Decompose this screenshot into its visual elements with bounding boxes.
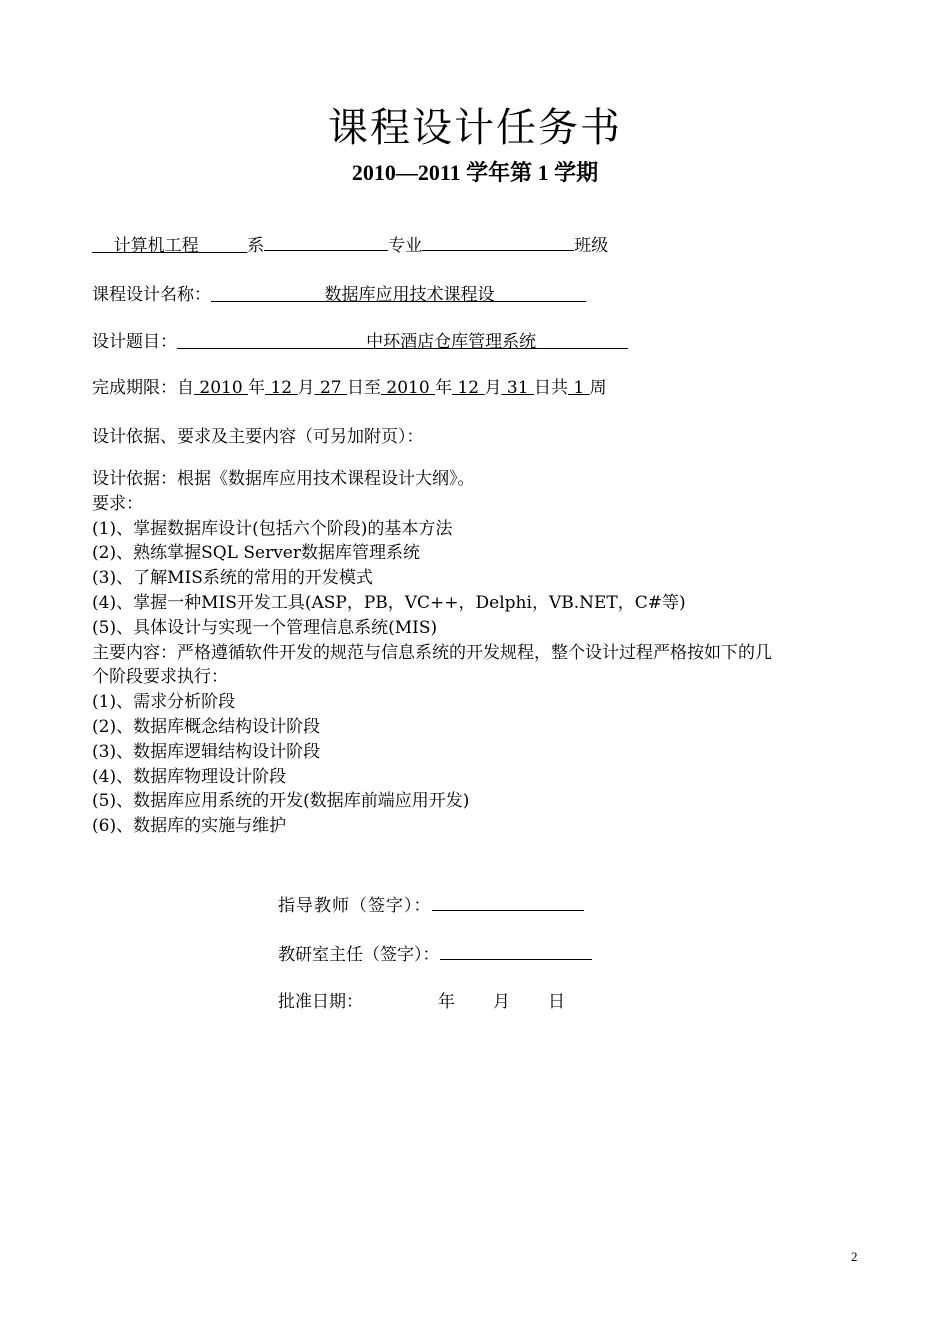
requirement-item: (1)、掌握数据库设计(包括六个阶段)的基本方法 xyxy=(92,518,453,539)
start-year: 2010 xyxy=(199,378,243,398)
major-label: 专业 xyxy=(388,236,423,256)
week-label: 周 xyxy=(589,378,607,398)
department-label: 系 xyxy=(247,236,265,256)
end-day: 31 xyxy=(506,378,529,398)
director-signature-blank xyxy=(440,943,592,960)
course-name-label: 课程设计名称： xyxy=(92,285,211,305)
design-topic-line xyxy=(92,327,628,352)
requirement-item: (5)、具体设计与实现一个管理信息系统(MIS) xyxy=(92,617,438,638)
department-field xyxy=(92,236,247,256)
advisor-signature-label: 指导教师（签字）： xyxy=(278,896,432,916)
director-signature-label: 教研室主任（签字）： xyxy=(278,945,440,965)
semester-subtitle: 2010—2011 学年第 1 学期 xyxy=(351,160,599,185)
stage-item: (6)、数据库的实施与维护 xyxy=(92,816,287,837)
start-month: 12 xyxy=(270,378,293,398)
completion-period-line xyxy=(92,373,607,398)
design-topic-value: 中环酒店仓库管理系统 xyxy=(366,332,537,352)
requirement-item: (3)、了解MIS系统的常用的开发模式 xyxy=(92,568,373,589)
department-value: 计算机工程 xyxy=(113,236,199,256)
start-day: 27 xyxy=(319,378,342,398)
stage-item: (5)、数据库应用系统的开发(数据库前端应用开发) xyxy=(92,791,470,812)
weeks-value: 1 xyxy=(573,378,585,398)
stage-item: (3)、数据库逻辑结构设计阶段 xyxy=(92,741,321,762)
course-name-field xyxy=(211,285,586,305)
stage-item: (2)、数据库概念结构设计阶段 xyxy=(92,716,321,737)
course-name-line xyxy=(92,280,586,305)
approval-date-line xyxy=(278,987,565,1012)
approval-date-label: 批准日期： xyxy=(278,992,363,1012)
stage-item: (4)、数据库物理设计阶段 xyxy=(92,766,287,787)
basis-text: 设计依据：根据《数据库应用技术课程设计大纲》。 xyxy=(92,469,475,489)
approval-year-label: 年 xyxy=(438,992,455,1012)
main-content-line2: 个阶段要求执行： xyxy=(92,667,228,688)
design-topic-field xyxy=(177,332,628,352)
body-content xyxy=(92,467,872,839)
requirements-label: 要求： xyxy=(92,493,143,514)
month-label-2: 月 xyxy=(484,378,502,398)
advisor-signature-blank xyxy=(432,894,584,911)
document-title: 课程设计任务书 xyxy=(328,105,622,151)
approval-month-label: 月 xyxy=(493,992,510,1012)
advisor-signature-line xyxy=(278,891,584,916)
to-label: 日至 xyxy=(346,378,381,398)
class-label: 班级 xyxy=(574,236,609,256)
year-label-2: 年 xyxy=(435,378,453,398)
department-line xyxy=(92,231,608,256)
month-label: 月 xyxy=(297,378,315,398)
class-blank xyxy=(422,234,574,251)
course-name-value: 数据库应用技术课程设 xyxy=(324,285,495,305)
director-signature-line xyxy=(278,940,592,965)
end-month: 12 xyxy=(457,378,480,398)
requirement-item: (4)、掌握一种MIS开发工具(ASP，PB，VC++，Delphi，VB.NET，C#等) xyxy=(92,592,686,613)
approval-day-label: 日 xyxy=(548,992,565,1012)
main-content-line1: 主要内容：严格遵循软件开发的规范与信息系统的开发规程，整个设计过程严格按如下的几 xyxy=(92,642,772,663)
period-prefix: 完成期限：自 xyxy=(92,378,194,398)
basis-heading: 设计依据、要求及主要内容（可另加附页）： xyxy=(92,427,424,447)
end-year: 2010 xyxy=(386,378,430,398)
major-blank xyxy=(264,234,388,251)
year-label: 年 xyxy=(248,378,266,398)
design-topic-label: 设计题目： xyxy=(92,332,177,352)
total-label: 日共 xyxy=(533,378,568,398)
requirement-item: (2)、熟练掌握SQL Server数据库管理系统 xyxy=(92,543,420,564)
page-number: 2 xyxy=(851,1249,858,1264)
stage-item: (1)、需求分析阶段 xyxy=(92,692,236,713)
